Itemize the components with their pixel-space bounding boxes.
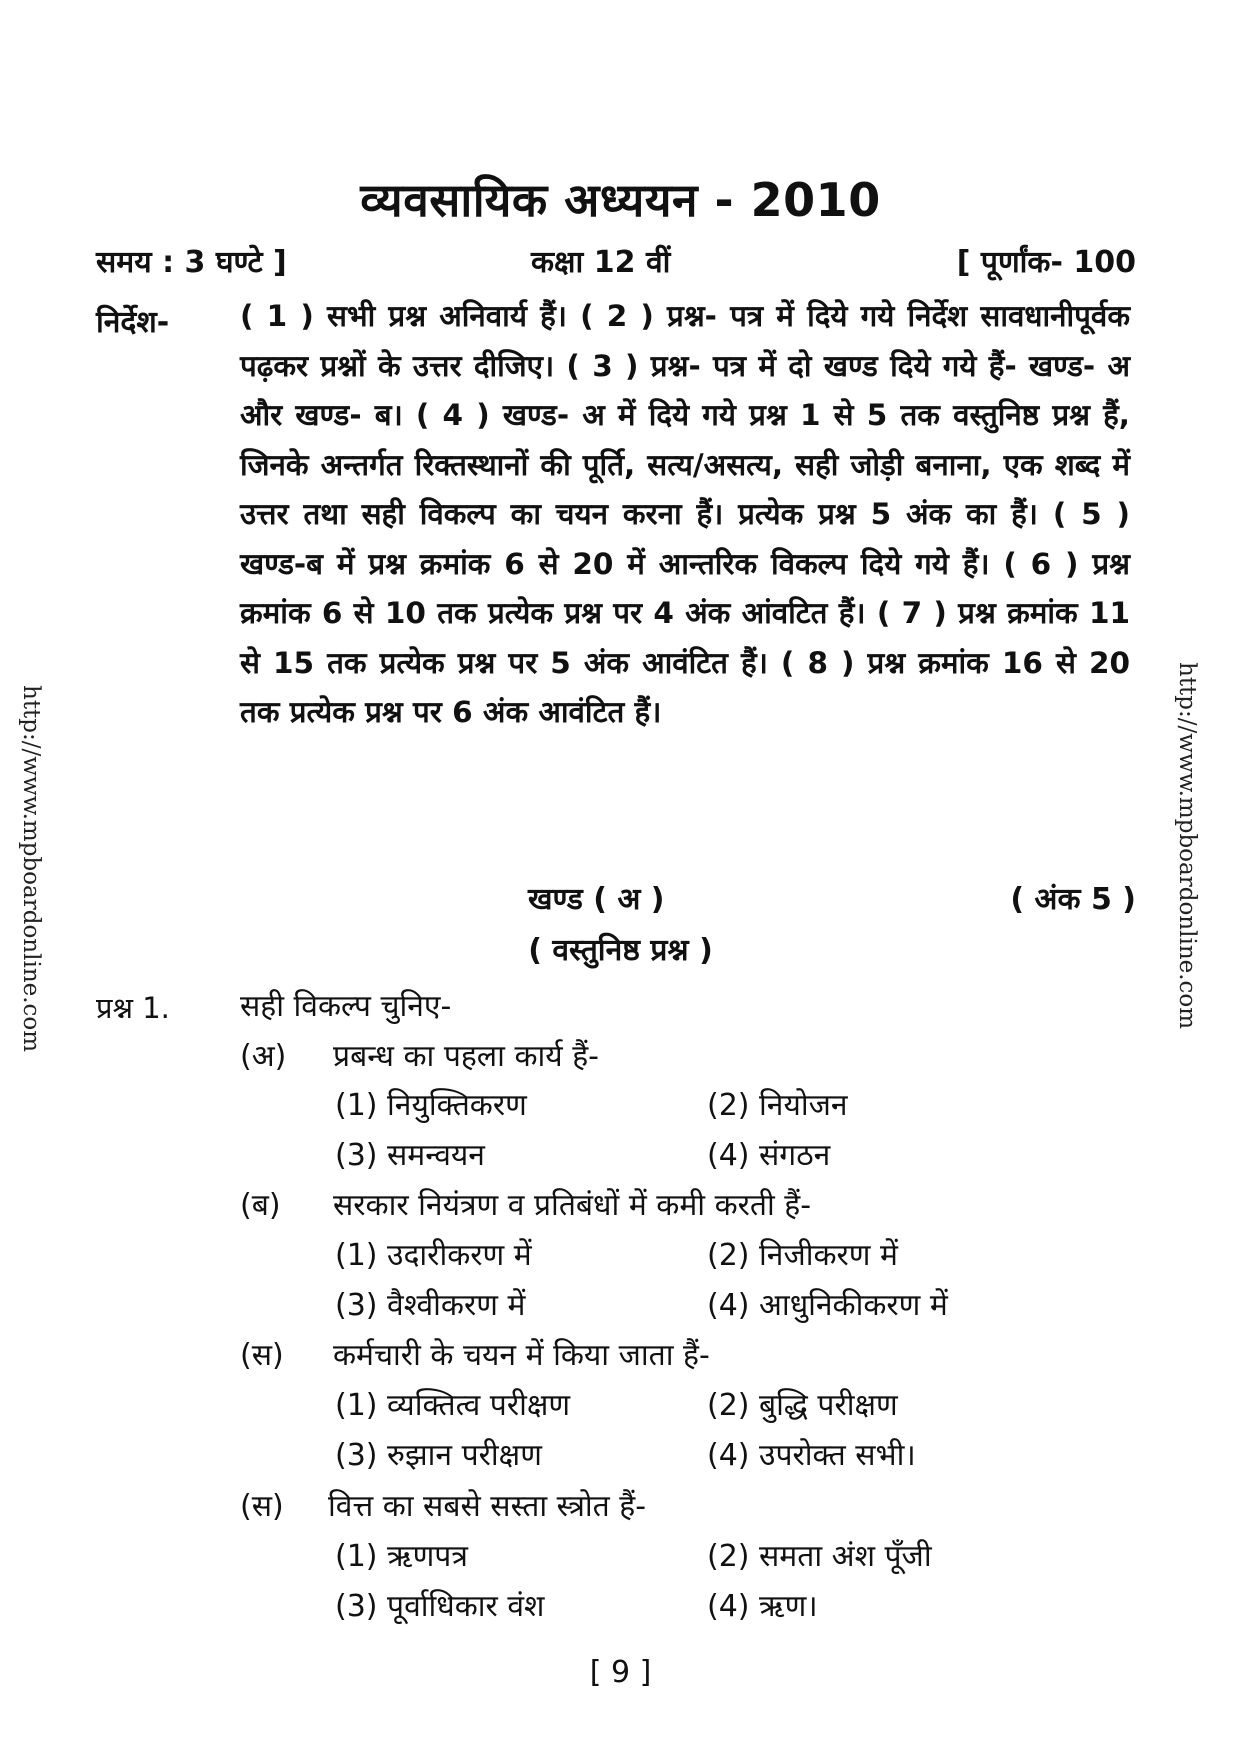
sub-question-b bbox=[240, 1183, 811, 1224]
option: (4) उपरोक्त सभी। bbox=[707, 1438, 916, 1473]
instructions-label: निर्देश- bbox=[96, 305, 170, 340]
question-prompt: सही विकल्प चुनिए- bbox=[240, 989, 452, 1024]
option: (4) संगठन bbox=[707, 1138, 831, 1173]
exam-max-marks: [ पूर्णांक- 100 bbox=[956, 245, 1136, 280]
option: (3) वैश्वीकरण में bbox=[335, 1288, 526, 1323]
option: (1) उदारीकरण में bbox=[335, 1238, 532, 1273]
option: (3) रुझान परीक्षण bbox=[335, 1438, 542, 1473]
option: (2) समता अंश पूँजी bbox=[707, 1539, 932, 1574]
watermark-right: http://www.mpboardonline.com bbox=[1174, 662, 1200, 1030]
question-number: प्रश्न 1. bbox=[96, 991, 170, 1025]
sub-question-d bbox=[240, 1484, 646, 1525]
section-title: खण्ड ( अ ) bbox=[528, 882, 665, 917]
section-header bbox=[96, 877, 1136, 921]
option: (2) नियोजन bbox=[707, 1088, 848, 1123]
option: (4) आधुनिकीकरण में bbox=[707, 1288, 948, 1323]
instructions-text: ( 1 ) सभी प्रश्न अनिवार्य हैं। ( 2 ) प्रश्न- पत्र में दिये गये निर्देश सावधानीपूर्वक पढ़कर प्रश्नों के उत्तर दीजिए। ( 3 ) प्रश्न- पत्र में दो खण्ड दिये गये हैं- खण्ड- अ और खण्ड- ब। ( 4 ) खण्ड- अ में दिये गये प्रश्न 1 से 5 तक वस्तुनिष्ठ प्रश्न हैं, जिनके अन्तर्गत रिक्तस्थानों की पूर्ति, सत्य/असत्य, सही जोड़ी बनाना, एक शब्द में उत्तर तथा सही विकल्प का चयन करना हैं। प्रत्येक प्रश्न 5 अंक का हैं। ( 5 ) खण्ड-ब में प्रश्न क्रमांक 6 से 20 में आन्तरिक विकल्प दिये गये हैं। ( 6 ) प्रश्न क्रमांक 6 से 10 तक प्रत्येक प्रश्न पर 4 अंक आंवटित हैं। ( 7 ) प्रश्न क्रमांक 11 से 15 तक प्रत्येक प्रश्न पर 5 अंक आवंटित हैं। ( 8 ) प्रश्न क्रमांक 16 से 20 तक प्रत्येक प्रश्न पर 6 अंक आवंटित हैं। bbox=[240, 299, 1130, 729]
sub-question-text: सरकार नियंत्रण व प्रतिबंधों में कमी करती हैं- bbox=[333, 1188, 812, 1223]
section-subtitle: ( वस्तुनिष्ठ प्रश्न ) bbox=[528, 933, 713, 968]
sub-question-a bbox=[240, 1034, 599, 1075]
page-number: [ 9 ] bbox=[589, 1655, 652, 1690]
sub-question-label: (स) bbox=[240, 1338, 284, 1373]
exam-class: कक्षा 12 वीं bbox=[531, 245, 671, 280]
sub-question-c bbox=[240, 1333, 710, 1374]
section-marks: ( अंक 5 ) bbox=[1010, 882, 1136, 917]
exam-time: समय : 3 घण्टे ] bbox=[96, 245, 287, 280]
sub-question-text: प्रबन्ध का पहला कार्य हैं- bbox=[333, 1039, 599, 1074]
option: (3) पूर्वाधिकार वंश bbox=[335, 1589, 545, 1624]
exam-meta bbox=[96, 240, 1136, 280]
sub-question-label: (स) bbox=[240, 1489, 284, 1524]
option: (1) व्यक्तित्व परीक्षण bbox=[335, 1388, 571, 1423]
sub-question-text: वित्त का सबसे सस्ता स्त्रोत हैं- bbox=[328, 1489, 647, 1524]
watermark-left: http://www.mpboardonline.com bbox=[18, 685, 44, 1053]
option: (1) नियुक्तिकरण bbox=[335, 1088, 527, 1123]
option: (3) समन्वयन bbox=[335, 1138, 485, 1173]
option: (1) ऋणपत्र bbox=[335, 1539, 468, 1574]
option: (2) निजीकरण में bbox=[707, 1238, 898, 1273]
page-title: व्यवसायिक अध्ययन - 2010 bbox=[360, 173, 881, 227]
sub-question-label: (अ) bbox=[240, 1039, 287, 1074]
option: (2) बुद्धि परीक्षण bbox=[707, 1388, 898, 1423]
option: (4) ऋण। bbox=[707, 1589, 818, 1624]
sub-question-label: (ब) bbox=[240, 1188, 281, 1223]
sub-question-text: कर्मचारी के चयन में किया जाता हैं- bbox=[333, 1338, 710, 1373]
